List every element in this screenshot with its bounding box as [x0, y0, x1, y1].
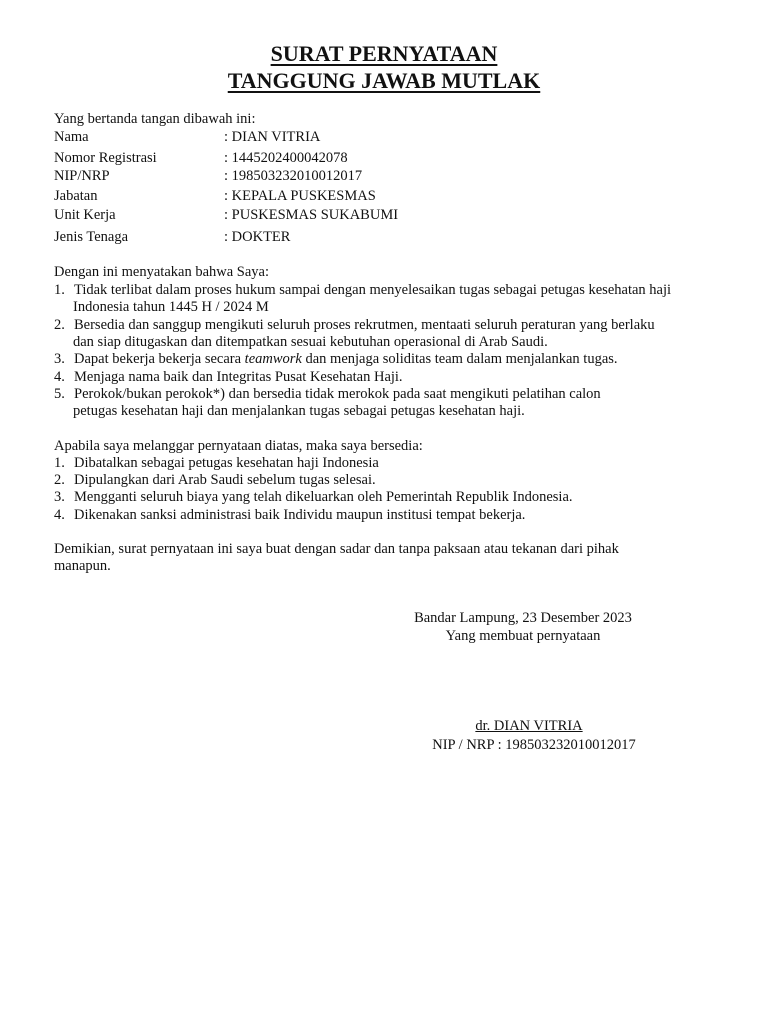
- statement-item-5-cont: petugas kesehatan haji dan menjalankan tugas sebagai petugas kesehatan haji.: [73, 403, 525, 419]
- signature-nip: NIP / NRP : 198503232010012017: [432, 737, 636, 753]
- statement-item-2-cont: dan siap ditugaskan dan ditempatkan sesuai kebutuhan operasional di Arab Saudi.: [73, 334, 548, 350]
- field-value-nomor-registrasi: : 1445202400042078: [224, 150, 348, 166]
- statement-number: 4.: [54, 369, 65, 385]
- violation-text: Dibatalkan sebagai petugas kesehatan haji Indonesia: [74, 455, 379, 471]
- field-value-jabatan: : KEPALA PUSKESMAS: [224, 188, 376, 204]
- field-label-unit-kerja: Unit Kerja: [54, 207, 116, 223]
- statement-number: 3.: [54, 351, 65, 367]
- signer-name: dr. DIAN VITRIA: [475, 718, 583, 734]
- violation-text: Dikenakan sanksi administrasi baik Individu maupun institusi tempat bekerja.: [74, 507, 526, 523]
- statement-text: Bersedia dan sanggup mengikuti seluruh proses rekrutmen, mentaati seluruh peraturan yang berlaku: [74, 317, 655, 333]
- field-label-jabatan: Jabatan: [54, 188, 98, 204]
- violation-item: [54, 454, 379, 472]
- violation-item: [54, 506, 525, 524]
- statement-text: Dapat bekerja bekerja secara: [74, 351, 245, 367]
- statement-number: 5.: [54, 386, 65, 402]
- statement-italic-term: teamwork: [244, 351, 302, 367]
- violation-number: 3.: [54, 489, 65, 505]
- field-label-nama: Nama: [54, 129, 89, 145]
- field-label-jenis-tenaga: Jenis Tenaga: [54, 229, 129, 245]
- closing-line2: manapun.: [54, 558, 111, 574]
- signature-name: [399, 717, 659, 735]
- statement-number: 2.: [54, 317, 65, 333]
- intro-text: Yang bertanda tangan dibawah ini:: [54, 111, 256, 127]
- violation-text: Mengganti seluruh biaya yang telah dikeluarkan oleh Pemerintah Republik Indonesia.: [74, 489, 573, 505]
- statement-item-2: [54, 316, 655, 334]
- field-value-jenis-tenaga: : DOKTER: [224, 229, 291, 245]
- statement-text: Perokok/bukan perokok*) dan bersedia tidak merokok pada saat mengikuti pelatihan calon: [74, 386, 601, 402]
- violation-number: 2.: [54, 472, 65, 488]
- statement-intro: Dengan ini menyatakan bahwa Saya:: [54, 264, 270, 280]
- statement-text: dan menjaga soliditas team dalam menjalankan tugas.: [301, 351, 618, 367]
- signature-role: Yang membuat pernyataan: [445, 628, 601, 644]
- field-value-unit-kerja: : PUSKESMAS SUKABUMI: [224, 207, 399, 223]
- statement-text: Menjaga nama baik dan Integritas Pusat Kesehatan Haji.: [74, 369, 403, 385]
- field-label-nomor-registrasi: Nomor Registrasi: [54, 150, 157, 166]
- statement-number: 1.: [54, 282, 65, 298]
- violation-text: Dipulangkan dari Arab Saudi sebelum tugas selesai.: [74, 472, 376, 488]
- field-label-nip-nrp: NIP/NRP: [54, 168, 110, 184]
- violation-intro: Apabila saya melanggar pernyataan diatas, maka saya bersedia:: [54, 438, 423, 454]
- statement-item-5: [54, 385, 601, 403]
- field-value-nip-nrp: : 198503232010012017: [224, 168, 363, 184]
- statement-item-4: [54, 368, 403, 386]
- statement-item-1: [54, 281, 671, 299]
- statement-item-1-cont: Indonesia tahun 1445 H / 2024 M: [73, 299, 269, 315]
- signature-place-date: Bandar Lampung, 23 Desember 2023: [414, 610, 632, 626]
- document-title-line2: TANGGUNG JAWAB MUTLAK: [227, 68, 541, 93]
- statement-item-3: [54, 350, 618, 368]
- violation-item: [54, 471, 376, 489]
- violation-item: [54, 488, 573, 506]
- statement-text: Tidak terlibat dalam proses hukum sampai dengan menyelesaikan tugas sebagai petugas kesehatan haji: [74, 282, 672, 298]
- field-value-nama: : DIAN VITRIA: [224, 129, 321, 145]
- closing-line1: Demikian, surat pernyataan ini saya buat dengan sadar dan tanpa paksaan atau tekanan dari pihak: [54, 541, 619, 557]
- violation-number: 4.: [54, 507, 65, 523]
- document-title-line1: SURAT PERNYATAAN: [270, 41, 498, 66]
- violation-number: 1.: [54, 455, 65, 471]
